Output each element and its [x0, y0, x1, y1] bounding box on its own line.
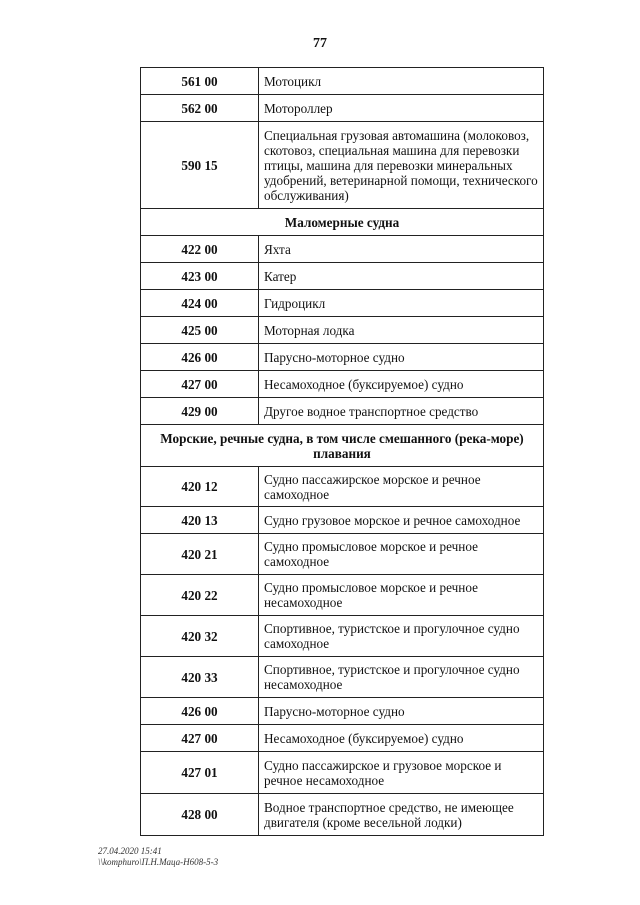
item-description: Несамоходное (буксируемое) судно — [259, 371, 544, 398]
item-code: 427 00 — [141, 371, 259, 398]
table-row — [141, 95, 544, 122]
page-number: 77 — [313, 36, 327, 51]
item-code: 590 15 — [141, 122, 259, 209]
table-row — [141, 317, 544, 344]
item-description: Судно грузовое морское и речное самоходное — [259, 507, 544, 534]
table-row — [141, 122, 544, 209]
classification-table — [140, 67, 544, 836]
table-row — [141, 725, 544, 752]
table-row — [141, 534, 544, 575]
section-row — [141, 425, 544, 467]
table-row — [141, 236, 544, 263]
item-code: 424 00 — [141, 290, 259, 317]
table-row — [141, 263, 544, 290]
table-row — [141, 794, 544, 836]
item-description: Мотороллер — [259, 95, 544, 122]
table-row — [141, 398, 544, 425]
item-code: 427 00 — [141, 725, 259, 752]
section-row — [141, 209, 544, 236]
item-code: 420 22 — [141, 575, 259, 616]
table-row — [141, 467, 544, 507]
item-description: Яхта — [259, 236, 544, 263]
item-code: 420 33 — [141, 657, 259, 698]
table-row — [141, 344, 544, 371]
item-code: 420 21 — [141, 534, 259, 575]
item-description: Парусно-моторное судно — [259, 344, 544, 371]
item-description: Спортивное, туристское и прогулочное судно несамоходное — [259, 657, 544, 698]
table-row — [141, 371, 544, 398]
item-description: Другое водное транспортное средство — [259, 398, 544, 425]
item-code: 429 00 — [141, 398, 259, 425]
item-code: 420 13 — [141, 507, 259, 534]
item-description: Катер — [259, 263, 544, 290]
item-code: 427 01 — [141, 752, 259, 794]
item-description: Гидроцикл — [259, 290, 544, 317]
item-code: 425 00 — [141, 317, 259, 344]
table-row — [141, 752, 544, 794]
footer-timestamp: 27.04.2020 15:41 — [98, 846, 162, 856]
item-description: Моторная лодка — [259, 317, 544, 344]
table-row — [141, 68, 544, 95]
item-code: 426 00 — [141, 698, 259, 725]
item-description: Мотоцикл — [259, 68, 544, 95]
table-row — [141, 290, 544, 317]
table-body — [141, 68, 544, 836]
table-row — [141, 616, 544, 657]
footer-file-path: \\komphuro\П.Н.Маца-Н608-5-3 — [98, 857, 219, 867]
item-description: Парусно-моторное судно — [259, 698, 544, 725]
item-description: Несамоходное (буксируемое) судно — [259, 725, 544, 752]
item-code: 422 00 — [141, 236, 259, 263]
item-description: Специальная грузовая автомашина (молоковоз, скотовоз, специальная машина для перевозки птицы, машина для перевозки минеральных удобрений, ветеринарной помощи, технического обслуживания) — [259, 122, 544, 209]
item-description: Судно промысловое морское и речное самоходное — [259, 534, 544, 575]
section-title: Морские, речные судна, в том числе смешанного (река-море) плавания — [141, 425, 544, 467]
table-row — [141, 575, 544, 616]
table-row — [141, 507, 544, 534]
item-description: Судно пассажирское морское и речное самоходное — [259, 467, 544, 507]
item-code: 420 12 — [141, 467, 259, 507]
item-code: 561 00 — [141, 68, 259, 95]
item-code: 562 00 — [141, 95, 259, 122]
section-title: Маломерные судна — [141, 209, 544, 236]
item-description: Водное транспортное средство, не имеющее двигателя (кроме весельной лодки) — [259, 794, 544, 836]
item-code: 420 32 — [141, 616, 259, 657]
item-code: 426 00 — [141, 344, 259, 371]
item-description: Судно промысловое морское и речное несамоходное — [259, 575, 544, 616]
item-description: Судно пассажирское и грузовое морское и речное несамоходное — [259, 752, 544, 794]
item-code: 428 00 — [141, 794, 259, 836]
document-footer — [98, 846, 218, 868]
item-description: Спортивное, туристское и прогулочное судно самоходное — [259, 616, 544, 657]
item-code: 423 00 — [141, 263, 259, 290]
table-row — [141, 657, 544, 698]
table-row — [141, 698, 544, 725]
